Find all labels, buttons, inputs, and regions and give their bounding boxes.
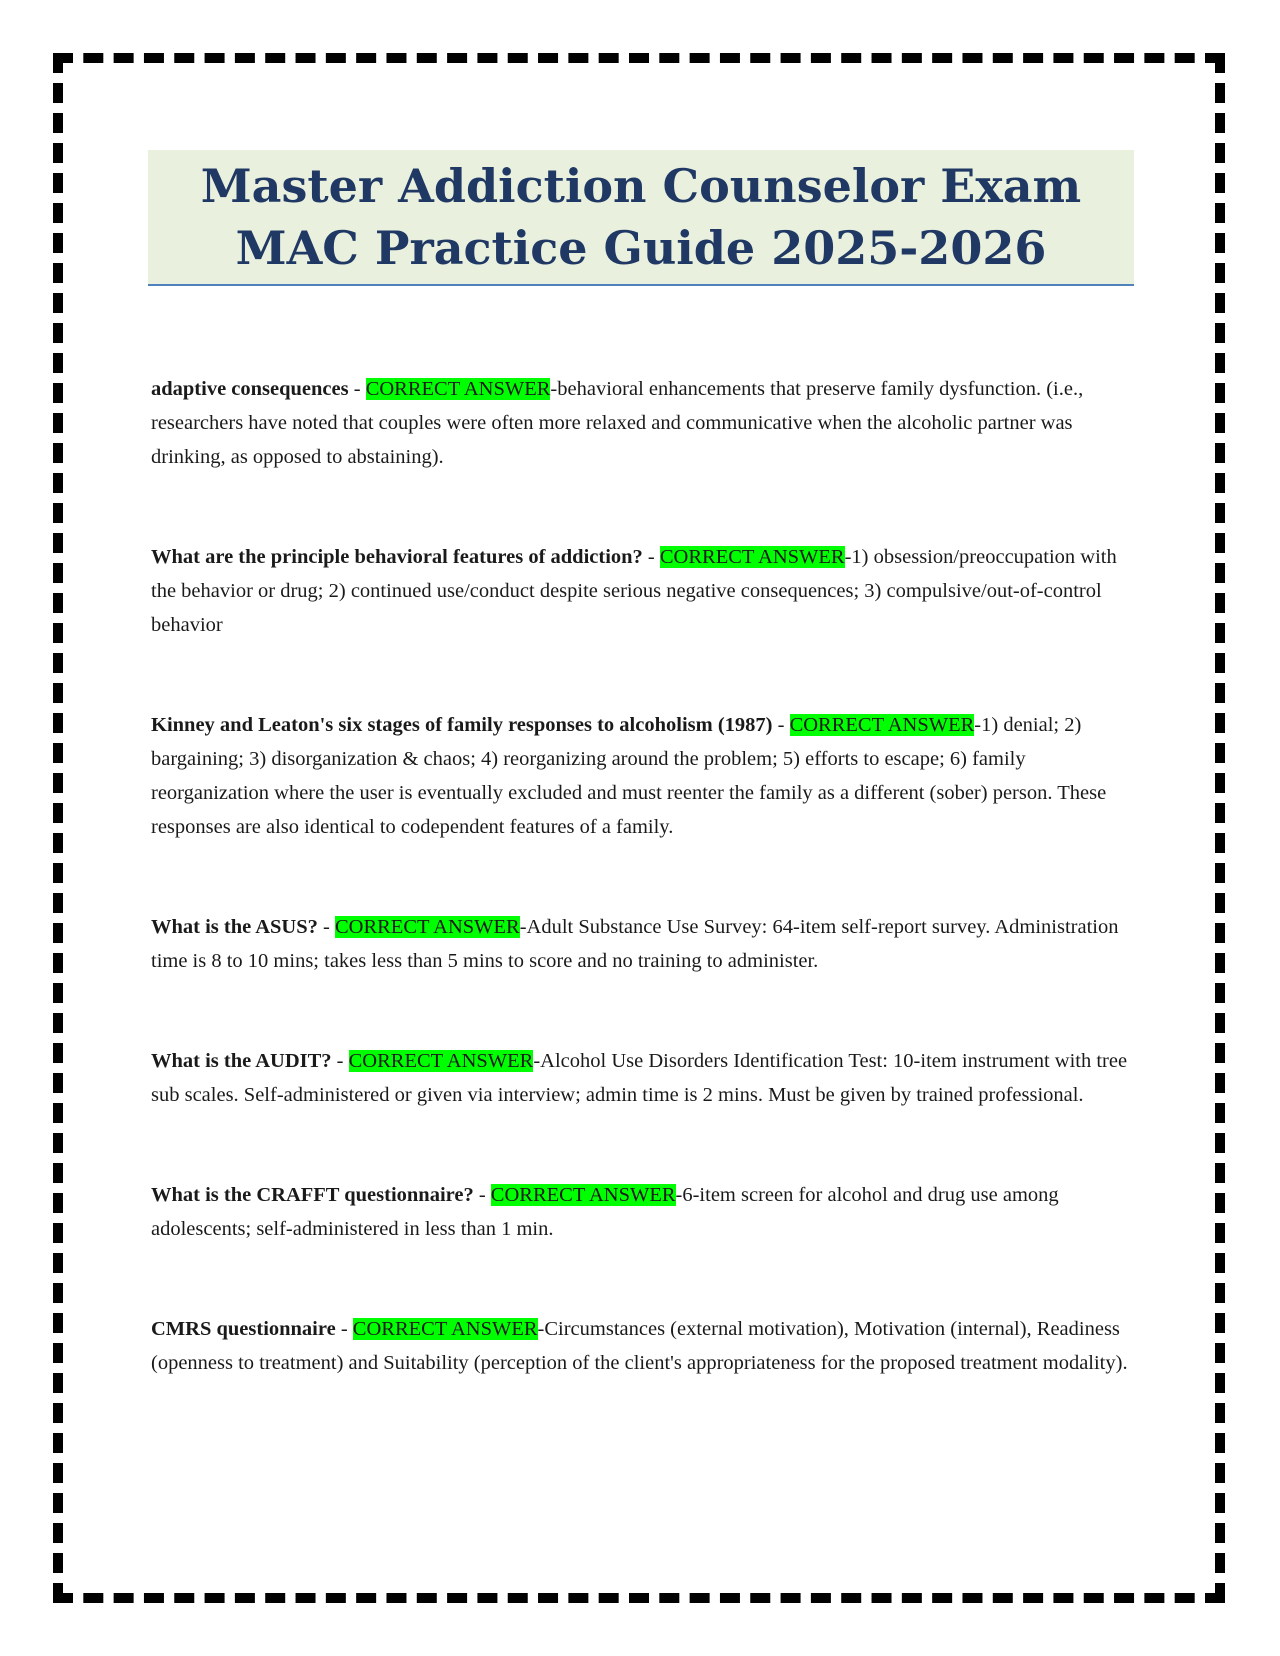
correct-answer-label: CORRECT ANSWER — [789, 714, 975, 736]
page-title-line-2: MAC Practice Guide 2025-2026 — [235, 221, 1047, 275]
qa-term: Kinney and Leaton's six stages of family responses to alcoholism (1987) — [151, 714, 773, 736]
qa-separator: - — [331, 1050, 349, 1072]
correct-answer-label: CORRECT ANSWER — [352, 1318, 538, 1340]
qa-answer: -Alcohol Use Disorders Identification Test: 10-item instrument with tree sub scales. Self-administered or given via interview; admin time is 2 mins. Must be given by trained professional. — [151, 1050, 1128, 1106]
qa-term: What is the ASUS? — [151, 916, 318, 938]
qa-separator: - — [473, 1184, 491, 1206]
qa-separator: - — [642, 546, 660, 568]
qa-answer: -6-item screen for alcohol and drug use among adolescents; self-administered in less than 1 min. — [151, 1184, 1059, 1240]
qa-entry-2 — [151, 540, 1136, 642]
qa-entry-1 — [151, 372, 1136, 474]
correct-answer-label: CORRECT ANSWER — [490, 1184, 676, 1206]
qa-entry-7 — [151, 1312, 1136, 1380]
correct-answer-label: CORRECT ANSWER — [659, 546, 845, 568]
qa-answer: -Circumstances (external motivation), Motivation (internal), Readiness (openness to treatment) and Suitability (perception of the client's appropriateness for the proposed treatment modality). — [151, 1318, 1128, 1374]
qa-separator: - — [317, 916, 335, 938]
qa-entry-6 — [151, 1178, 1136, 1246]
qa-list — [151, 372, 1136, 1380]
qa-answer: -1) denial; 2) bargaining; 3) disorganization & chaos; 4) reorganizing around the problem; 5) efforts to escape; 6) family reorganization where the user is eventually excluded and must reenter the family as a different (sober) person. These responses are also identical to codependent features of a family. — [151, 714, 1107, 838]
qa-separator: - — [335, 1318, 353, 1340]
qa-answer: -1) obsession/preoccupation with the behavior or drug; 2) continued use/conduct despite serious negative consequences; 3) compulsive/out-of-control behavior — [151, 546, 1117, 636]
qa-term: What is the CRAFFT questionnaire? — [151, 1184, 474, 1206]
qa-entry-3 — [151, 708, 1136, 844]
qa-term: adaptive consequences — [151, 378, 349, 400]
correct-answer-label: CORRECT ANSWER — [365, 378, 551, 400]
title-banner — [148, 150, 1134, 286]
qa-separator: - — [772, 714, 790, 736]
qa-term: CMRS questionnaire — [151, 1318, 336, 1340]
qa-separator: - — [348, 378, 366, 400]
correct-answer-label: CORRECT ANSWER — [348, 1050, 534, 1072]
qa-answer: -Adult Substance Use Survey: 64-item self-report survey. Administration time is 8 to 10 mins; takes less than 5 mins to score and no training to administer. — [151, 916, 1119, 972]
qa-term: What is the AUDIT? — [151, 1050, 332, 1072]
page-title-line-1: Master Addiction Counselor Exam — [200, 159, 1082, 213]
qa-term: What are the principle behavioral features of addiction? — [151, 546, 643, 568]
correct-answer-label: CORRECT ANSWER — [334, 916, 520, 938]
qa-entry-4 — [151, 910, 1136, 978]
qa-answer: -behavioral enhancements that preserve family dysfunction. (i.e., researchers have noted that couples were often more relaxed and communicative when the alcoholic partner was drinking, as opposed to abstaining). — [151, 378, 1084, 468]
qa-entry-5 — [151, 1044, 1136, 1112]
